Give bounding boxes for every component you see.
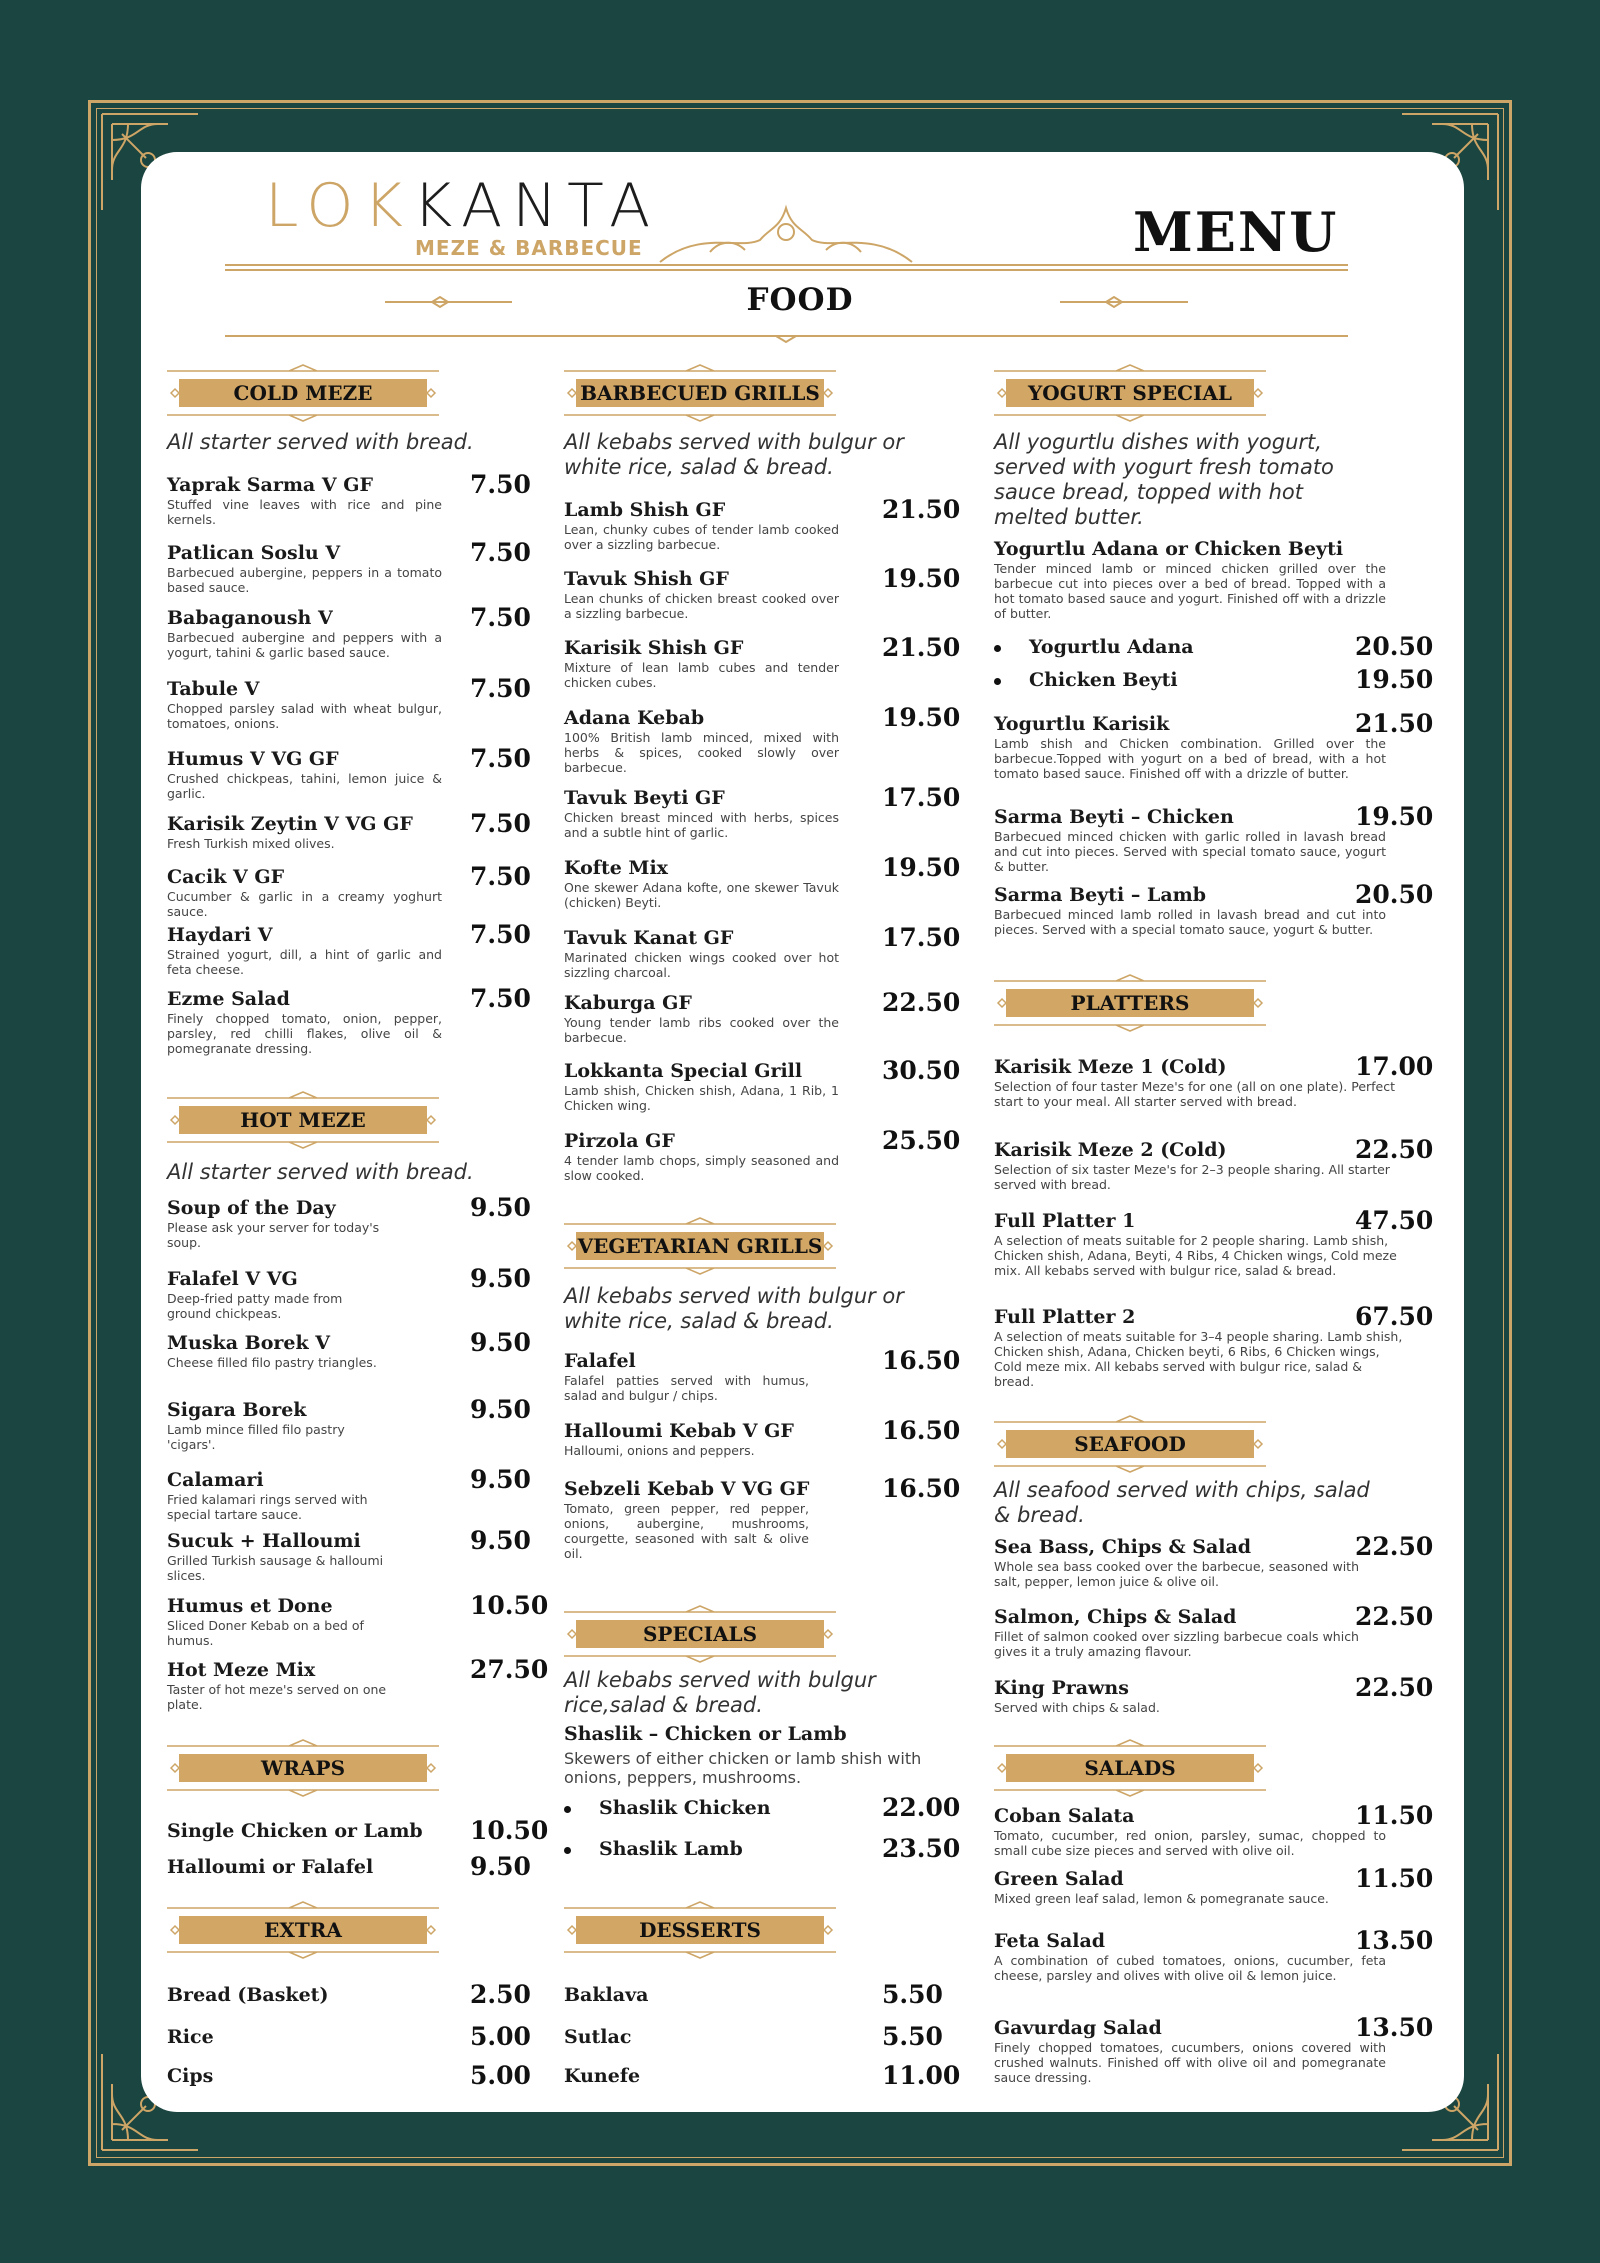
item-name: Sebzeli Kebab V VG GF (564, 1478, 810, 1500)
item-description: Falafel patties served with humus, salad and bulgur / chips. (564, 1373, 809, 1403)
section-header-cold-meze (167, 362, 439, 424)
item-price: 22.00 (882, 1793, 961, 1822)
item-name: King Prawns (994, 1677, 1129, 1699)
item-price: 20.50 (1355, 880, 1434, 909)
menu-item (564, 1126, 961, 1183)
item-price: 13.50 (1355, 1926, 1434, 1955)
item-price: 22.50 (882, 988, 961, 1017)
item-price: 5.00 (470, 2022, 531, 2051)
item-name: Karisik Meze 1 (Cold) (994, 1056, 1227, 1078)
menu-item (994, 1206, 1434, 1278)
item-name: Single Chicken or Lamb (167, 1820, 423, 1842)
menu-item (167, 984, 531, 1056)
item-price: 22.50 (1355, 1532, 1434, 1561)
brand-tagline: MEZE & BARBECUE (415, 236, 643, 260)
section-header-vegetarian-grills (564, 1215, 836, 1277)
item-description: Young tender lamb ribs cooked over the barbecue. (564, 1015, 839, 1045)
menu-item (167, 1591, 549, 1648)
section-title: WRAPS (179, 1754, 427, 1782)
section-note: All starter served with bread. (167, 1160, 474, 1184)
section-header-salads (994, 1737, 1266, 1799)
item-price: 21.50 (882, 633, 961, 662)
item-price: 25.50 (882, 1126, 961, 1155)
menu-item (167, 1852, 531, 1881)
item-description: Fresh Turkish mixed olives. (167, 836, 335, 851)
item-description: Barbecued aubergine and peppers with a yogurt, tahini & garlic based sauce. (167, 630, 442, 660)
food-title: FOOD (746, 282, 854, 318)
item-name: Full Platter 1 (994, 1210, 1136, 1232)
item-name: Yaprak Sarma V GF (167, 474, 373, 496)
menu-item (564, 1416, 961, 1458)
section-title: BARBECUED GRILLS (576, 379, 824, 407)
menu-item (564, 495, 961, 552)
menu-item (994, 1135, 1434, 1192)
item-description: Tomato, green pepper, red pepper, onions, aubergine, mushrooms, courgette, seasoned with salt & olive oil. (564, 1501, 809, 1561)
menu-item (994, 802, 1434, 874)
item-description: Finely chopped tomatoes, cucumbers, onions covered with crushed walnuts. Finished off with olive oil and pomegranate sauce dressing. (994, 2040, 1386, 2085)
item-price: 19.50 (882, 703, 961, 732)
item-price: 9.50 (470, 1264, 531, 1293)
item-name: Tavuk Shish GF (564, 568, 729, 590)
item-name: Falafel V VG (167, 1268, 298, 1290)
item-name: Rice (167, 2026, 214, 2048)
section-note: All kebabs served with bulgur rice,salad & bread. (564, 1668, 876, 1717)
item-description: Barbecued aubergine, peppers in a tomato based sauce. (167, 565, 442, 595)
item-name: Halloumi or Falafel (167, 1856, 374, 1878)
item-price: 19.50 (1355, 665, 1434, 694)
item-name: Sigara Borek (167, 1399, 307, 1421)
section-title: YOGURT SPECIAL (1006, 379, 1254, 407)
item-price: 5.50 (882, 1980, 943, 2009)
item-description: Tomato, cucumber, red onion, parsley, sumac, chopped to small cube size pieces and served with olive oil. (994, 1828, 1386, 1858)
menu-item (994, 1302, 1434, 1389)
menu-item (994, 1926, 1434, 1983)
menu-item (564, 1980, 943, 2009)
item-name: Adana Kebab (564, 707, 705, 729)
bullet-dot (564, 1847, 571, 1854)
menu-item (167, 1264, 531, 1321)
item-description: Fried kalamari rings served with special tartare sauce. (167, 1492, 368, 1522)
item-price: 5.00 (470, 2061, 531, 2090)
menu-item (167, 2022, 531, 2051)
item-description: Lean, chunky cubes of tender lamb cooked over a sizzling barbecue. (564, 522, 839, 552)
item-name: Haydari V (167, 924, 273, 946)
item-price: 17.00 (1355, 1052, 1434, 1081)
item-description: Selection of four taster Meze's for one (all on one plate). Perfect start to your meal. All starter served with bread. (994, 1079, 1396, 1109)
item-price: 47.50 (1355, 1206, 1434, 1235)
item-description: 100% British lamb minced, mixed with herbs & spices, cooked slowly over barbecue. (564, 730, 839, 775)
specials-group (564, 1723, 924, 1787)
item-price: 9.50 (470, 1526, 531, 1555)
section-header-platters (994, 972, 1266, 1034)
item-price: 19.50 (1355, 802, 1434, 831)
item-description: Mixture of lean lamb cubes and tender chicken cubes. (564, 660, 839, 690)
item-name: Lokkanta Special Grill (564, 1060, 803, 1082)
section-note: All kebabs served with bulgur or white rice, salad & bread. (564, 1284, 904, 1333)
item-price: 7.50 (470, 862, 531, 891)
section-header-desserts (564, 1899, 836, 1961)
bullet-dot (564, 1806, 571, 1813)
menu-item (994, 1673, 1434, 1715)
item-price: 19.50 (882, 853, 961, 882)
item-description: Grilled Turkish sausage & halloumi slices. (167, 1553, 384, 1583)
item-description: Served with chips & salad. (994, 1700, 1160, 1715)
section-title: COLD MEZE (179, 379, 427, 407)
menu-item (564, 1474, 961, 1561)
item-name: Soup of the Day (167, 1197, 336, 1219)
section-header-seafood (994, 1413, 1266, 1475)
item-description: 4 tender lamb chops, simply seasoned and slow cooked. (564, 1153, 839, 1183)
item-description: Tender minced lamb or minced chicken grilled over the barbecue cut into pieces over a bed of bread. Topped with a hot tomato based sauce and yogurt. Finished off with a drizzle of butter. (994, 561, 1386, 621)
item-name: Shaslik Lamb (599, 1838, 743, 1860)
menu-item (167, 744, 531, 801)
item-name: Calamari (167, 1469, 264, 1491)
item-price: 9.50 (470, 1395, 531, 1424)
item-name: Kunefe (564, 2065, 641, 2087)
menu-item (564, 1346, 961, 1403)
item-description: One skewer Adana kofte, one skewer Tavuk (chicken) Beyti. (564, 880, 839, 910)
item-description: Selection of six taster Meze's for 2–3 people sharing. All starter served with bread. (994, 1162, 1390, 1192)
item-price: 7.50 (470, 674, 531, 703)
menu-item (167, 674, 531, 731)
item-name: Sea Bass, Chips & Salad (994, 1536, 1252, 1558)
menu-item (167, 809, 531, 851)
item-name: Yogurtlu Karisik (994, 713, 1170, 735)
item-price: 13.50 (1355, 2013, 1434, 2042)
menu-item (564, 564, 961, 621)
item-price: 11.50 (1355, 1801, 1434, 1830)
item-name: Yogurtlu Adana (1029, 636, 1194, 658)
menu-item (167, 1328, 531, 1370)
item-description: Barbecued minced lamb rolled in lavash bread and cut into pieces. Served with a special tomato sauce, yogurt & butter. (994, 907, 1386, 937)
menu-item (167, 470, 531, 527)
menu-item (167, 1655, 549, 1712)
item-description: Deep-fried patty made from ground chickpeas. (167, 1291, 343, 1321)
item-price: 9.50 (470, 1852, 531, 1881)
item-name: Tavuk Beyti GF (564, 787, 725, 809)
menu-item (564, 2022, 943, 2051)
item-price: 11.00 (882, 2061, 961, 2090)
item-price: 21.50 (882, 495, 961, 524)
item-name: Humus et Done (167, 1595, 333, 1617)
item-description: Skewers of either chicken or lamb shish with onions, peppers, mushrooms. (564, 1749, 922, 1787)
item-name: Gavurdag Salad (994, 2017, 1162, 2039)
item-name: Ezme Salad (167, 988, 290, 1010)
item-price: 16.50 (882, 1346, 961, 1375)
item-name: Green Salad (994, 1868, 1124, 1890)
item-name: Bread (Basket) (167, 1984, 329, 2006)
menu-item (167, 538, 531, 595)
menu-item (167, 862, 531, 919)
item-description: Crushed chickpeas, tahini, lemon juice & garlic. (167, 771, 442, 801)
item-description: Lamb shish and Chicken combination. Grilled over the barbecue.Topped with yogurt on a bed of bread, with a hot tomato based sauce. Finished off with a drizzle of butter. (994, 736, 1386, 781)
item-price: 10.50 (470, 1816, 549, 1845)
section-header-extra (167, 1899, 439, 1961)
item-name: Muska Borek V (167, 1332, 330, 1354)
item-price: 22.50 (1355, 1673, 1434, 1702)
item-price: 27.50 (470, 1655, 549, 1684)
item-name: Sucuk + Halloumi (167, 1530, 361, 1552)
section-title: SEAFOOD (1006, 1430, 1254, 1458)
item-description: Halloumi, onions and peppers. (564, 1443, 755, 1458)
menu-item (564, 853, 961, 910)
item-name: Karisik Meze 2 (Cold) (994, 1139, 1227, 1161)
section-title: HOT MEZE (179, 1106, 427, 1134)
item-name: Pirzola GF (564, 1130, 675, 1152)
item-price: 7.50 (470, 470, 531, 499)
menu-item (167, 920, 531, 977)
item-description: Marinated chicken wings cooked over hot sizzling charcoal. (564, 950, 839, 980)
item-name: Humus V VG GF (167, 748, 339, 770)
item-name: Salmon, Chips & Salad (994, 1606, 1237, 1628)
item-description: Mixed green leaf salad, lemon & pomegranate sauce. (994, 1891, 1329, 1906)
item-description: Strained yogurt, dill, a hint of garlic and feta cheese. (167, 947, 442, 977)
item-price: 16.50 (882, 1474, 961, 1503)
item-name: Patlican Soslu V (167, 542, 341, 564)
item-description: Lamb shish, Chicken shish, Adana, 1 Rib, 1 Chicken wing. (564, 1083, 839, 1113)
section-title: SPECIALS (576, 1620, 824, 1648)
menu-item (167, 603, 531, 660)
item-description: Finely chopped tomato, onion, pepper, parsley, red chilli flakes, olive oil & pomegranate dressing. (167, 1011, 442, 1056)
menu-item (167, 2061, 531, 2090)
section-note: All kebabs served with bulgur or white rice, salad & bread. (564, 430, 904, 479)
item-description: A selection of meats suitable for 2 people sharing. Lamb shish, Chicken shish, Adana, Beyti, 4 Ribs, 4 Chicken wings, Cold meze mix. All kebabs served with bulgur rice, salad & bread. (994, 1233, 1397, 1278)
item-price: 7.50 (470, 744, 531, 773)
item-price: 22.50 (1355, 1135, 1434, 1164)
item-price: 10.50 (470, 1591, 549, 1620)
item-name: Kofte Mix (564, 857, 668, 879)
item-price: 7.50 (470, 920, 531, 949)
item-price: 19.50 (882, 564, 961, 593)
item-price: 7.50 (470, 538, 531, 567)
item-name: Cacik V GF (167, 866, 285, 888)
item-description: Cheese filled filo pastry triangles. (167, 1355, 377, 1370)
item-description: Chopped parsley salad with wheat bulgur, tomatoes, onions. (167, 701, 442, 731)
item-description: Chicken breast minced with herbs, spices and a subtle hint of garlic. (564, 810, 839, 840)
item-name: Shaslik Chicken (599, 1797, 771, 1819)
item-description: Taster of hot meze's served on one plate. (167, 1682, 387, 1712)
logo-part-1: LOK (265, 171, 413, 241)
item-description: Barbecued minced chicken with garlic rolled in lavash bread and cut into pieces. Served with special tomato sauce, yogurt & butter. (994, 829, 1386, 874)
menu-item (994, 1864, 1434, 1906)
item-description: A combination of cubed tomatoes, onions, cucumber, feta cheese, parsley and olives with olive oil & lemon juice. (994, 1953, 1386, 1983)
item-name: Yogurtlu Adana or Chicken Beyti (994, 538, 1344, 560)
item-name: Kaburga GF (564, 992, 692, 1014)
item-name: Full Platter 2 (994, 1306, 1136, 1328)
section-title: VEGETARIAN GRILLS (577, 1234, 823, 1258)
menu-item (994, 1602, 1434, 1659)
item-name: Tavuk Kanat GF (564, 927, 734, 949)
item-price: 9.50 (470, 1465, 531, 1494)
item-price: 30.50 (882, 1056, 961, 1085)
section-title: PLATTERS (1006, 989, 1254, 1017)
menu-item (564, 1056, 961, 1113)
item-price: 7.50 (470, 984, 531, 1013)
item-price: 7.50 (470, 603, 531, 632)
menu-item (994, 2013, 1434, 2085)
item-description: Lamb mince filled filo pastry 'cigars'. (167, 1422, 345, 1452)
menu-item (564, 988, 961, 1045)
menu-item (994, 1801, 1434, 1858)
item-description: Lean chunks of chicken breast cooked over a sizzling barbecue. (564, 591, 839, 621)
menu-item (167, 1816, 549, 1845)
menu-item (564, 633, 961, 690)
menu-item (564, 923, 961, 980)
yogurt-group (994, 538, 1386, 621)
section-header-yogurt-special (994, 362, 1266, 424)
item-name: Chicken Beyti (1029, 669, 1178, 691)
logo-part-2: KANTA (412, 171, 661, 241)
item-name: Sarma Beyti – Chicken (994, 806, 1234, 828)
section-title: DESSERTS (576, 1916, 824, 1944)
item-price: 5.50 (882, 2022, 943, 2051)
item-description: Stuffed vine leaves with rice and pine kernels. (167, 497, 442, 527)
item-description: Please ask your server for today's soup. (167, 1220, 380, 1250)
item-price: 17.50 (882, 783, 961, 812)
item-name: Cips (167, 2065, 214, 2087)
item-price: 67.50 (1355, 1302, 1434, 1331)
item-price: 17.50 (882, 923, 961, 952)
header-ornament-lines (0, 0, 1600, 360)
item-name: Babaganoush V (167, 607, 333, 629)
bullet-dot (994, 645, 1001, 652)
item-price: 21.50 (1355, 709, 1434, 738)
item-description: Sliced Doner Kebab on a bed of humus. (167, 1618, 364, 1648)
item-name: Hot Meze Mix (167, 1659, 316, 1681)
menu-item (994, 709, 1434, 781)
item-name: Karisik Shish GF (564, 637, 744, 659)
menu-item (994, 880, 1434, 937)
section-header-wraps (167, 1737, 439, 1799)
section-title: EXTRA (179, 1916, 427, 1944)
menu-item (994, 1052, 1434, 1109)
item-price: 23.50 (882, 1834, 961, 1863)
item-name: Sutlac (564, 2026, 632, 2048)
bullet-dot (994, 678, 1001, 685)
menu-title: MENU (1133, 200, 1339, 264)
menu-item (564, 783, 961, 840)
item-price: 7.50 (470, 809, 531, 838)
section-note: All starter served with bread. (167, 430, 474, 454)
menu-item (167, 1395, 531, 1452)
menu-item (564, 2061, 961, 2090)
item-price: 11.50 (1355, 1864, 1434, 1893)
item-description: Cucumber & garlic in a creamy yoghurt sauce. (167, 889, 442, 919)
item-name: Tabule V (167, 678, 260, 700)
section-header-hot-meze (167, 1089, 439, 1151)
item-name: Baklava (564, 1984, 649, 2006)
item-name: Halloumi Kebab V GF (564, 1420, 794, 1442)
menu-item (167, 1193, 531, 1250)
item-description: Fillet of salmon cooked over sizzling barbecue coals which gives it a truly amazing flavour. (994, 1629, 1359, 1659)
section-title: SALADS (1006, 1754, 1254, 1782)
item-price: 9.50 (470, 1328, 531, 1357)
item-description: Whole sea bass cooked over the barbecue, seasoned with salt, pepper, lemon juice & olive oil. (994, 1559, 1359, 1589)
item-name: Falafel (564, 1350, 636, 1372)
item-name: Lamb Shish GF (564, 499, 726, 521)
menu-item (167, 1465, 531, 1522)
item-price: 20.50 (1355, 632, 1434, 661)
menu-item (994, 1532, 1434, 1589)
item-name: Feta Salad (994, 1930, 1106, 1952)
item-name: Coban Salata (994, 1805, 1135, 1827)
section-note: All seafood served with chips, salad & bread. (994, 1478, 1370, 1527)
section-header-specials (564, 1603, 836, 1665)
item-description: A selection of meats suitable for 3–4 people sharing. Lamb shish, Chicken shish, Adana, Chicken beyti, 6 Ribs, 6 Chicken wings, Cold meze mix. All kebabs served with bulgur rice, salad & bread. (994, 1329, 1403, 1389)
menu-item (167, 1526, 531, 1583)
item-price: 16.50 (882, 1416, 961, 1445)
item-name: Karisik Zeytin V VG GF (167, 813, 413, 835)
menu-item (167, 1980, 531, 2009)
section-header-barbecued-grills (564, 362, 836, 424)
menu-item (564, 703, 961, 775)
item-price: 9.50 (470, 1193, 531, 1222)
item-price: 2.50 (470, 1980, 531, 2009)
item-name: Shaslik – Chicken or Lamb (564, 1723, 847, 1745)
item-name: Sarma Beyti – Lamb (994, 884, 1207, 906)
section-note: All yogurtlu dishes with yogurt, served with yogurt fresh tomato sauce bread, topped with hot melted butter. (994, 430, 1334, 529)
item-price: 22.50 (1355, 1602, 1434, 1631)
